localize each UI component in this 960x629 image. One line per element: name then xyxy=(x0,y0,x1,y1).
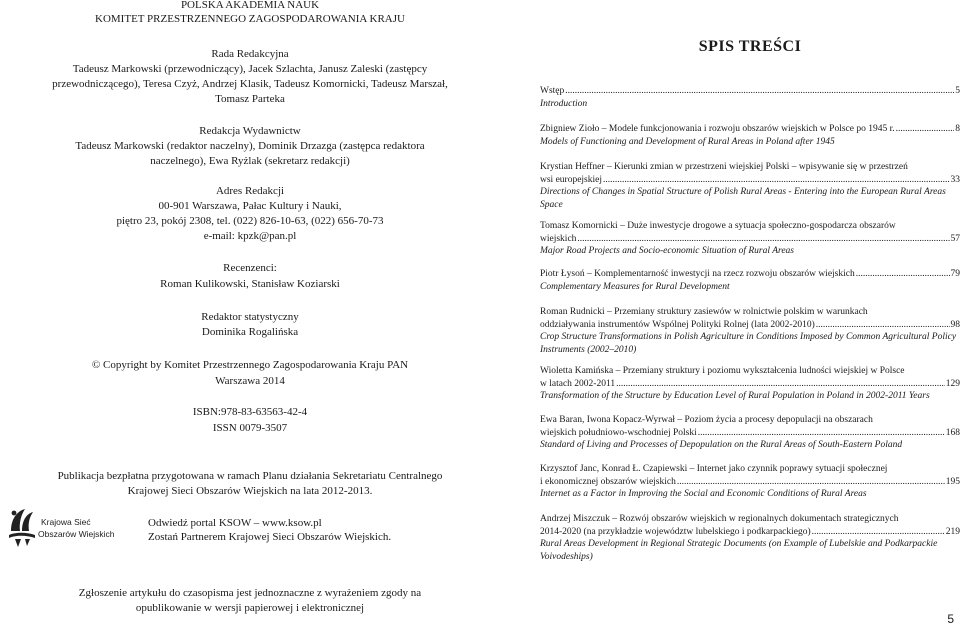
address-line-2: piętro 23, pokój 2308, tel. (022) 826-10-63, (022) 656-70-73 xyxy=(116,215,384,227)
toc-leader-dots xyxy=(816,319,950,332)
toc-entry-english: Internet as a Factor in Improving the Social and Economic Conditions of Rural Areas xyxy=(540,489,867,499)
editorial-line-1: Tadeusz Markowski (redaktor naczelny), Dominik Drzazga (zastępca redaktora xyxy=(75,140,425,152)
toc-entry-title: 2014-2020 (na przykładzie województw lubelskiego i podkarpackiego) xyxy=(540,526,811,537)
ksow-logo-icon xyxy=(5,505,130,550)
toc-entry-page: 5 xyxy=(955,86,960,96)
toc-entry-english: Complementary Measures for Rural Development xyxy=(540,281,730,292)
toc-leader-dots xyxy=(698,427,945,440)
isbn: ISBN:978-83-63563-42-4 xyxy=(192,406,308,418)
stat-editor-name: Dominika Rogalińska xyxy=(201,326,299,338)
toc-leader-dots xyxy=(896,123,955,136)
toc-entry-title-line-1: Ewa Baran, Iwona Kopacz-Wyrwał – Poziom życia a procesy depopulacji na obszarach xyxy=(540,415,873,425)
toc-entry-page: 79 xyxy=(950,269,960,279)
toc-leader-dots xyxy=(677,476,945,489)
committee-name: KOMITET PRZESTRZENNEGO ZAGOSPODAROWANIA KRAJU xyxy=(95,13,405,25)
toc-entry-title: wsi europejskiej xyxy=(540,174,603,185)
logo-text-line-1: Krajowa Sieć xyxy=(41,517,91,527)
address-title: Adres Redakcji xyxy=(215,185,285,197)
toc-entry-english: Major Road Projects and Socio-economic Situation of Rural Areas xyxy=(540,246,795,256)
toc-entry-page: 219 xyxy=(945,526,960,537)
toc-entry-english: Transformation of the Structure by Education Level of Rural Population in Poland in 2002-2011 Years xyxy=(540,391,930,401)
toc-entry-page: 129 xyxy=(945,378,960,389)
toc-entry-page: 57 xyxy=(950,233,960,244)
toc-title: SPIS TREŚCI xyxy=(698,38,802,55)
address-email: e-mail: kpzk@pan.pl xyxy=(203,230,297,242)
editorial-title: Redakcja Wydawnictw xyxy=(199,125,301,137)
toc-entry-page: 8 xyxy=(955,124,960,134)
copyright: © Copyright by Komitet Przestrzennego Zagospodarowania Kraju PAN xyxy=(91,359,409,371)
stat-editor-title: Redaktor statystyczny xyxy=(201,311,299,323)
toc-entry-title: wiejskich południowo-wschodniej Polski xyxy=(540,427,697,438)
board-line-2: przewodniczącego), Teresa Czyż, Andrzej Klasik, Tadeusz Komornicki, Tadeusz Marszał, xyxy=(52,78,448,90)
toc-entry-english: Crop Structure Transformations in Polish Agriculture in Conditions Imposed by Common Agricultural Policy Instruments (2002–2010) xyxy=(540,332,957,355)
toc-entry[interactable] xyxy=(540,123,960,148)
toc-leader-dots xyxy=(856,268,950,281)
toc-entry[interactable] xyxy=(540,414,960,452)
page-number: 5 xyxy=(947,612,954,626)
toc-entry-title: Zbigniew Zioło – Modele funkcjonowania i rozwoju obszarów wiejskich w Polsce po 1945 r. xyxy=(540,124,895,134)
toc-entry-title-line-1: Krystian Heffner – Kierunki zmian w przestrzeni wiejskiej Polski – wpisywanie się w przestrzeń xyxy=(540,162,908,172)
toc-entry-title-line-1: Krzysztof Janc, Konrad Ł. Czapiewski – Internet jako czynnik poprawy sytuacji społecznej xyxy=(540,464,888,474)
toc-leader-dots xyxy=(812,526,945,539)
toc-entry-page: 195 xyxy=(945,476,960,487)
toc-leader-dots xyxy=(565,85,954,98)
academy-name: POLSKA AKADEMIA NAUK xyxy=(180,0,320,11)
toc-entry-title: wiejskich xyxy=(540,233,577,244)
toc-entry-title-line-1: Roman Rudnicki – Przemiany struktury zasiewów w rolnictwie polskim w warunkach xyxy=(540,307,868,317)
reviewers-names: Roman Kulikowski, Stanisław Koziarski xyxy=(160,278,340,290)
toc-entry-title: Wstęp xyxy=(540,86,565,96)
publication-line-2: Krajowej Sieci Obszarów Wiejskich na lata 2012-2013. xyxy=(127,485,373,497)
publication-line-1: Publikacja bezpłatna przygotowana w ramach Planu działania Sekretariatu Centralnego xyxy=(57,470,443,482)
toc-entry-title: w latach 2002-2011 xyxy=(540,378,616,389)
issn: ISSN 0079-3507 xyxy=(212,422,288,434)
toc-entry-page: 98 xyxy=(950,319,960,330)
toc-entry-english: Directions of Changes in Spatial Structure of Polish Rural Areas - Entering into the European Rural Areas Space xyxy=(540,187,946,210)
toc-entry-title-line-1: Andrzej Miszczuk – Rozwój obszarów wiejskich w regionalnych dokumentach strategicznych xyxy=(540,514,899,524)
toc-entry-title: i ekonomicznej obszarów wiejskich xyxy=(540,476,676,487)
toc-entry-english: Standard of Living and Processes of Depopulation on the Rural Areas of South-Eastern Poland xyxy=(540,440,903,450)
toc-entry[interactable] xyxy=(540,513,960,563)
place-year: Warszawa 2014 xyxy=(215,375,285,387)
board-title: Rada Redakcyjna xyxy=(211,48,289,60)
footer-line-1: Zgłoszenie artykułu do czasopisma jest jednoznaczne z wyrażeniem zgody na xyxy=(78,587,422,599)
toc-entry-title: oddziaływania instrumentów Wspólnej Polityki Rolnej (lata 2002-2010) xyxy=(540,319,815,330)
toc-entry-page: 33 xyxy=(950,174,960,185)
board-line-1: Tadeusz Markowski (przewodniczący), Jacek Szlachta, Janusz Zaleski (zastępcy xyxy=(72,63,428,75)
toc-leader-dots xyxy=(603,174,949,187)
footer-line-2: opublikowanie w wersji papierowej i elektronicznej xyxy=(135,602,365,614)
toc-entry[interactable] xyxy=(540,268,960,293)
toc-leader-dots xyxy=(577,233,949,246)
editorial-line-2: naczelnego), Ewa Ryżlak (sekretarz redakcji) xyxy=(150,155,350,167)
toc-entry-page: 168 xyxy=(945,427,960,438)
board-line-3: Tomasz Parteka xyxy=(215,93,285,105)
toc-entry-title-line-1: Wioletta Kamińska – Przemiany struktury i poziomu wykształcenia ludności wiejskiej w Polsce xyxy=(540,366,905,376)
toc-entry[interactable] xyxy=(540,220,960,258)
toc-entry-english: Introduction xyxy=(540,98,588,109)
table-of-contents xyxy=(540,0,960,629)
portal-line-2: Zostań Partnerem Krajowej Sieci Obszarów Wiejskich. xyxy=(148,531,392,543)
ksow-logo xyxy=(5,505,130,550)
address-line-1: 00-901 Warszawa, Pałac Kultury i Nauki, xyxy=(158,200,342,212)
toc-entry-title-line-1: Tomasz Komornicki – Duże inwestycje drogowe a sytuacja społeczno-gospodarcza obszarów xyxy=(540,221,896,231)
toc-entry-english: Models of Functioning and Development of Rural Areas in Poland after 1945 xyxy=(540,136,835,147)
toc-entry[interactable] xyxy=(540,463,960,501)
toc-entry[interactable] xyxy=(540,306,960,356)
toc-entry-title: Piotr Łysoń – Komplementarność inwestycji na rzecz rozwoju obszarów wiejskich xyxy=(540,269,855,279)
logo-text-line-2: Obszarów Wiejskich xyxy=(38,529,115,539)
portal-line-1: Odwiedź portal KSOW – www.ksow.pl xyxy=(148,517,322,529)
toc-entry[interactable] xyxy=(540,365,960,403)
reviewers-title: Recenzenci: xyxy=(223,262,277,274)
toc-leader-dots xyxy=(616,378,945,391)
toc-entry[interactable] xyxy=(540,161,960,211)
toc-entry[interactable] xyxy=(540,85,960,110)
toc-entry-english: Rural Areas Development in Regional Strategic Documents (on Example of Lubelskie and Podkarpackie Voivodeships) xyxy=(540,539,938,562)
